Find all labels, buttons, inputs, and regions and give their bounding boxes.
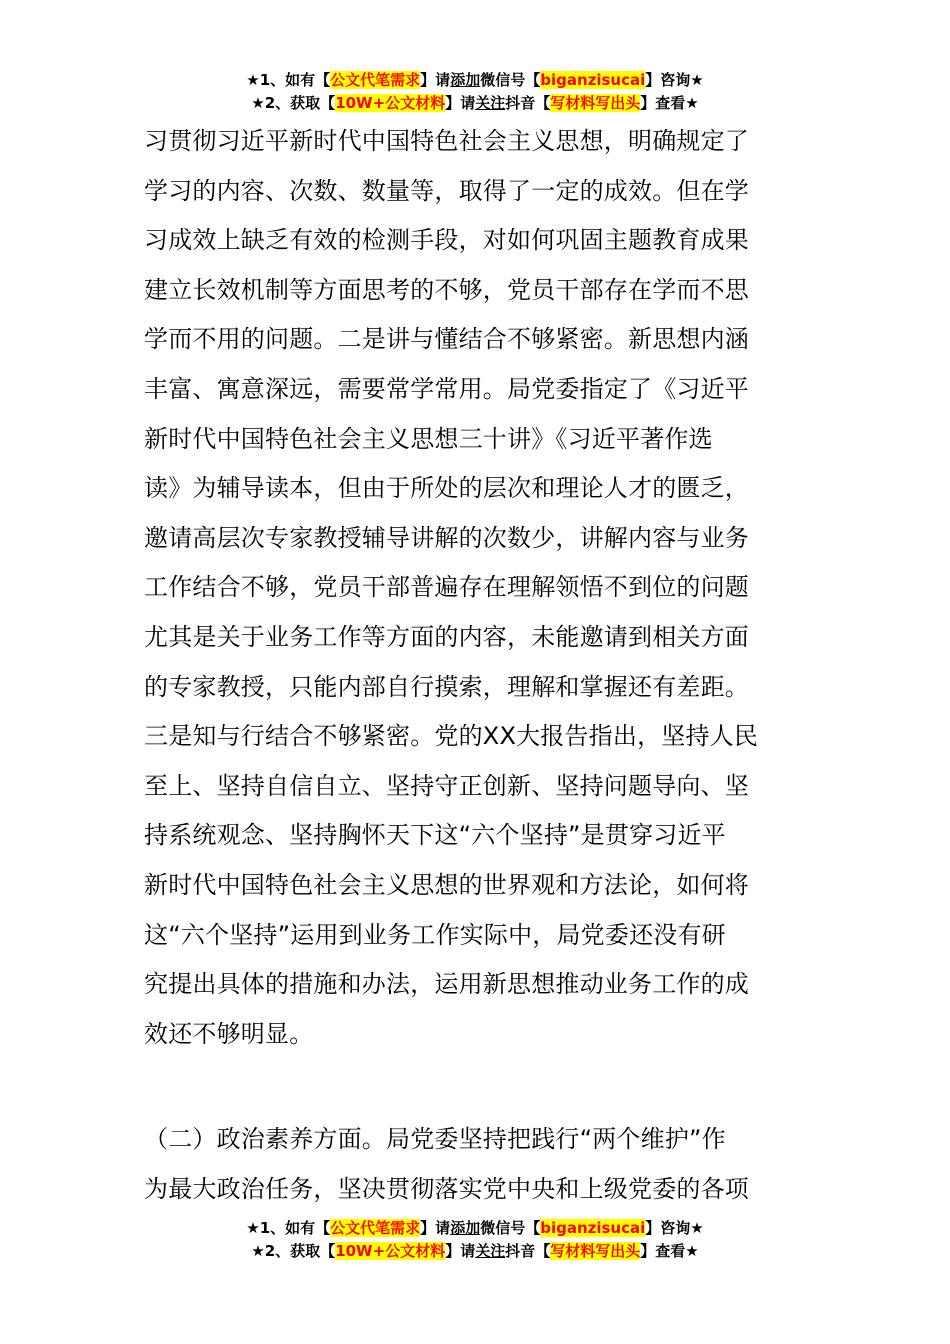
footer-banner <box>0 1217 950 1263</box>
text-line: 新时代中国特色社会主义思想的世界观和方法论，如何将 <box>144 870 749 899</box>
text-line: 为最大政治任务，坚决贯彻落实党中央和上级党委的各项 <box>144 1174 749 1203</box>
highlight-douyin-account: 写材料写出头 <box>550 1242 641 1260</box>
text-line: 建立长效机制等方面思考的不够，党员干部存在学而不思 <box>144 275 749 304</box>
text-line: 尤其是关于业务工作等方面的内容，未能邀请到相关方面 <box>144 622 749 651</box>
banner-line-1: ★1、如有【公文代笔需求】请添加微信号【biganzisucai】咨询★ <box>246 71 704 89</box>
text-line: （二）政治素养方面。局党委坚持把践行“两个维护”作 <box>144 1125 726 1153</box>
text-line: 邀请高层次专家教授辅导讲解的次数少，讲解内容与业务 <box>144 523 749 552</box>
highlight-ghostwriting: 公文代笔需求 <box>330 1219 421 1237</box>
highlight-ghostwriting: 公文代笔需求 <box>330 71 421 89</box>
text-line: 丰富、寓意深远，需要常学常用。局党委指定了《习近平 <box>144 374 749 403</box>
header-banner <box>0 69 950 115</box>
text-line: 究提出具体的措施和办法，运用新思想推动业务工作的成 <box>144 970 749 999</box>
text-line: 这“六个坚持”运用到业务工作实际中，局党委还没有研 <box>144 920 726 949</box>
text-line: 工作结合不够，党员干部普遍存在理解领悟不到位的问题 <box>144 573 749 602</box>
highlight-wechat-id: biganzisucai <box>540 1219 646 1237</box>
banner-line-1: ★1、如有【公文代笔需求】请添加微信号【biganzisucai】咨询★ <box>246 1219 704 1237</box>
text-line: 习贯彻习近平新时代中国特色社会主义思想，明确规定了 <box>144 127 749 155</box>
text-line: 的专家教授，只能内部自行摸索，理解和掌握还有差距。 <box>144 672 749 701</box>
highlight-materials: 10W+公文材料 <box>335 94 446 112</box>
text-line: 持系统观念、坚持胸怀天下这“六个坚持”是贯穿习近平 <box>144 821 726 850</box>
text-line: 学习的内容、次数、数量等，取得了一定的成效。但在学 <box>144 176 749 205</box>
highlight-materials: 10W+公文材料 <box>335 1242 446 1260</box>
highlight-wechat-id: biganzisucai <box>540 71 646 89</box>
text-line: 效还不够明显。 <box>144 1019 314 1048</box>
paragraph-1 <box>144 117 809 1059</box>
banner-line-2: ★2、获取【10W+公文材料】请关注抖音【写材料写出头】查看★ <box>251 1242 699 1260</box>
text-line: 学而不用的问题。二是讲与懂结合不够紧密。新思想内涵 <box>144 325 749 354</box>
highlight-douyin-account: 写材料写出头 <box>550 94 641 112</box>
banner-line-2: ★2、获取【10W+公文材料】请关注抖音【写材料写出头】查看★ <box>251 94 699 112</box>
text-line: 习成效上缺乏有效的检测手段，对如何巩固主题教育成果 <box>144 226 749 255</box>
text-line: 至上、坚持自信自立、坚持守正创新、坚持问题导向、坚 <box>144 771 749 800</box>
text-line: 三是知与行结合不够紧密。党的XX大报告指出，坚持人民 <box>144 722 759 751</box>
text-line: 新时代中国特色社会主义思想三十讲》《习近平著作选 <box>144 424 713 453</box>
text-line: 读》为辅导读本，但由于所处的层次和理论人才的匮乏， <box>144 474 749 503</box>
paragraph-2 <box>144 1115 809 1214</box>
